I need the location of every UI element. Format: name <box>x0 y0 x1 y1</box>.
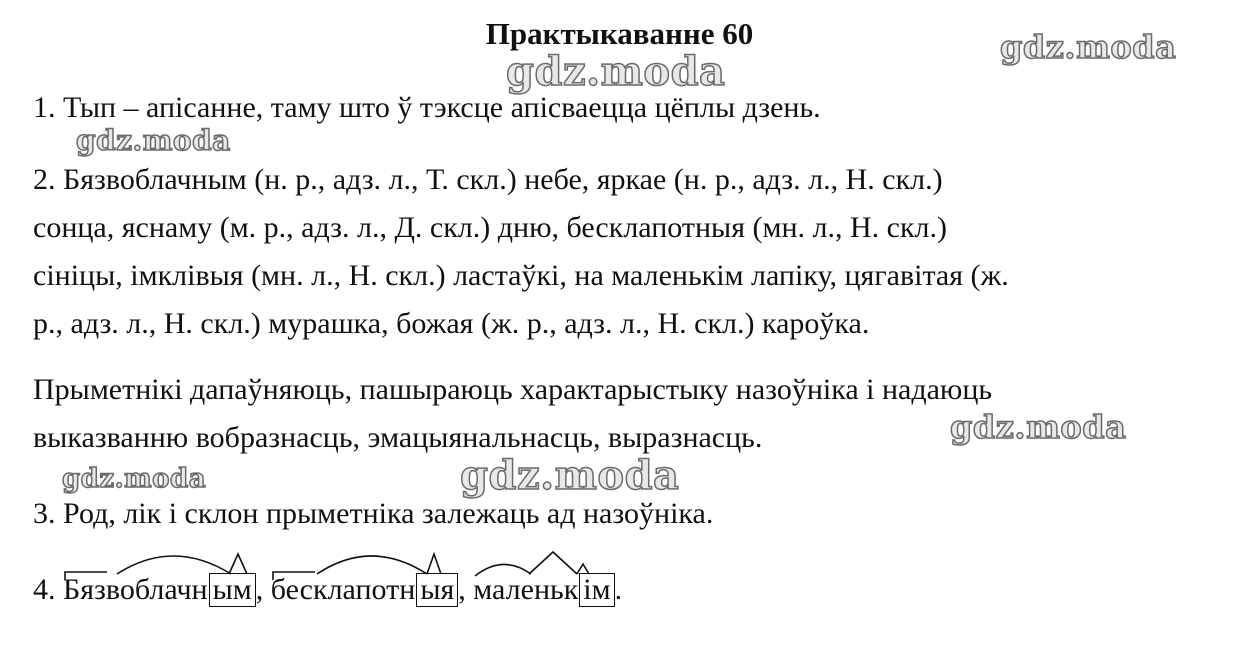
answer-2-line: сініцы, імклівыя (мн. л., Н. скл.) ластаўкі, на маленькім лапіку, цягавітая (ж. <box>33 259 1009 292</box>
watermark: gdz.moda <box>460 452 680 499</box>
parsed-word-1 <box>63 542 256 608</box>
answer-2 <box>33 156 1213 348</box>
word-suffix: н <box>191 573 208 606</box>
root-arc <box>117 556 231 574</box>
punctuation: , <box>255 573 264 606</box>
prefix-mark <box>65 572 107 580</box>
page-title: Практыкаванне 60 <box>485 16 754 51</box>
word-prefix: Бяз <box>63 573 106 606</box>
morpheme-marks <box>473 542 653 612</box>
watermark: gdz.moda <box>950 408 1127 446</box>
answer-2-line: 2. Бязвоблачным (н. р., адз. л., Т. скл.) небе, яркае (н. р., адз. л., Н. скл.) <box>33 163 943 196</box>
watermark: gdz.moda <box>1000 28 1177 66</box>
root-arc <box>317 556 427 574</box>
word-suffix: к <box>563 573 579 606</box>
root-arc <box>475 564 531 576</box>
word-ending: ыя <box>416 573 458 607</box>
answer-2-line: сонца, яснаму (м. р., адз. л., Д. скл.) дню, бесклапотныя (мн. л., Н. скл.) <box>33 211 948 244</box>
word-root: мал <box>473 573 521 606</box>
word-root: клапот <box>313 573 400 606</box>
word-prefix: бес <box>270 573 313 606</box>
explanation-line: выказванню вобразнасць, эмацыянальнасць, выразнасць. <box>33 421 763 454</box>
punctuation: . <box>614 573 623 606</box>
answer-1: 1. Тып – апісанне, таму што ў тэксце апісваецца цёплы дзень. <box>33 91 821 124</box>
answer-2-line: р., адз. л., Н. скл.) мурашка, божая (ж. р., адз. л., Н. скл.) кароўка. <box>33 307 870 340</box>
parsed-word-2 <box>271 542 459 608</box>
prefix-mark <box>273 572 315 580</box>
answer-4 <box>33 542 622 612</box>
answer-3: 3. Род, лік і склон прыметніка залежаць ад назоўніка. <box>33 497 714 530</box>
answer-4-number: 4. <box>33 573 56 606</box>
word-suffix: ень <box>520 573 564 606</box>
explanation-line: Прыметнікі дапаўняюць, пашыраюць характарыстыку назоўніка і надаюць <box>33 373 993 406</box>
suffix-mark <box>529 552 577 574</box>
word-root: воблач <box>105 573 192 606</box>
morpheme-marks <box>63 542 288 612</box>
word-ending: ым <box>209 573 256 607</box>
morpheme-marks <box>271 542 496 612</box>
suffix-mark <box>229 554 247 574</box>
punctuation: , <box>458 573 466 606</box>
word-suffix: н <box>399 573 416 606</box>
watermark: gdz.moda <box>76 124 231 157</box>
watermark: gdz.moda <box>62 464 207 494</box>
suffix-mark <box>577 564 589 574</box>
suffix-mark <box>427 554 441 574</box>
explanation-paragraph <box>33 366 1213 462</box>
parsed-word-3 <box>473 542 614 608</box>
word-ending: ім <box>579 573 614 607</box>
watermark: gdz.moda <box>506 48 726 95</box>
